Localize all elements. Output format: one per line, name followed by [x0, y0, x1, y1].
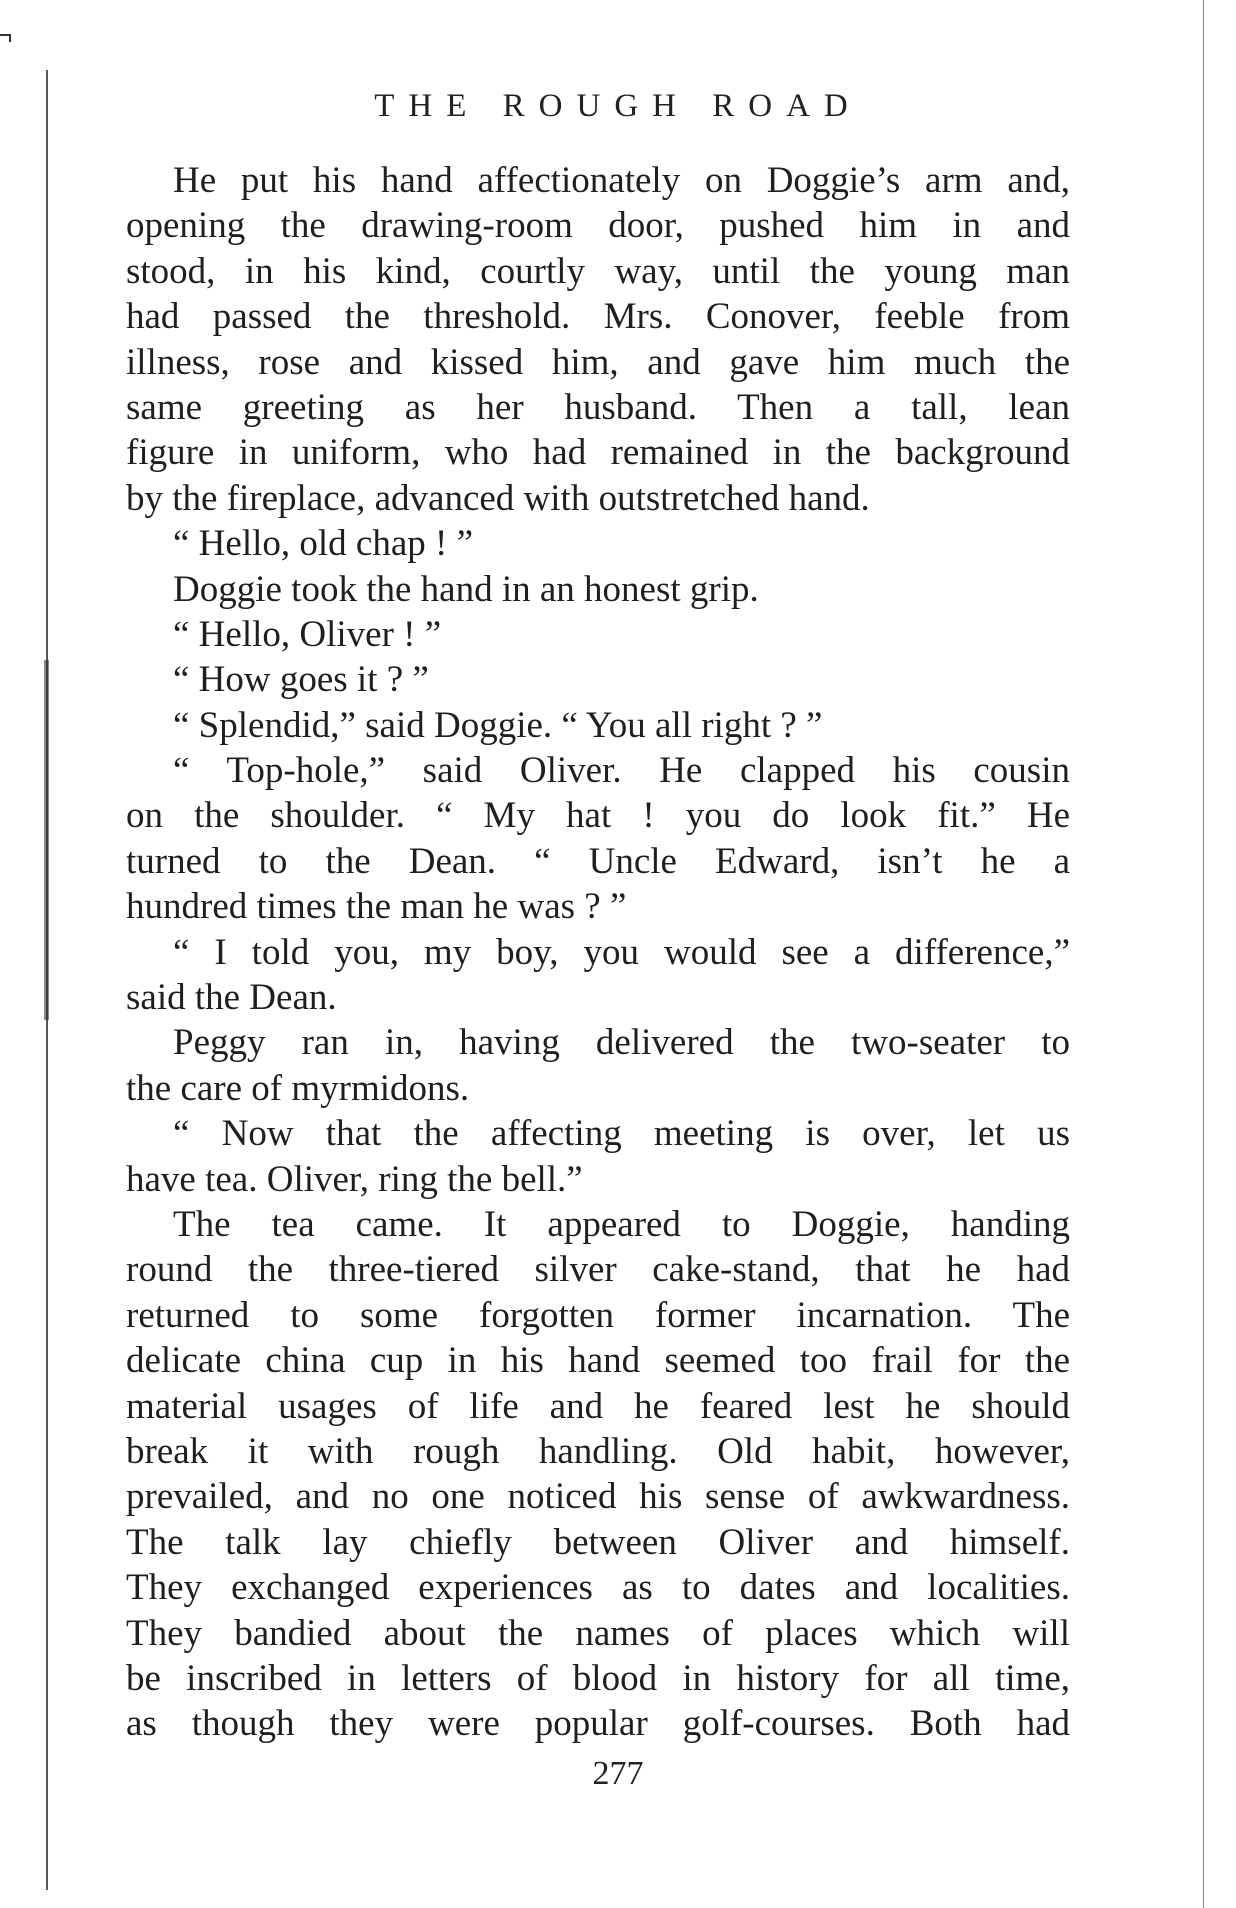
text-line: hundred times the man he was ? ” [126, 886, 627, 928]
body-text [126, 158, 1070, 1747]
text-line: The tea came. It appeared to Doggie, handing [173, 1203, 1070, 1245]
text-line: Peggy ran in, having delivered the two-seater to [173, 1022, 1070, 1064]
text-line: by the fireplace, advanced with outstretched hand. [126, 477, 870, 519]
text-line: “ Hello, Oliver ! ” [173, 613, 442, 655]
text-line: returned to some forgotten former incarnation. The [126, 1294, 1070, 1336]
scan-corner-mark-vertical [9, 34, 11, 42]
page-number: 277 [592, 1755, 644, 1792]
text-line: have tea. Oliver, ring the bell.” [126, 1158, 583, 1200]
text-line: “ Top-hole,” said Oliver. He clapped his cousin [173, 750, 1070, 792]
text-line: be inscribed in letters of blood in history for all time, [126, 1657, 1070, 1699]
running-head: THE ROUGH ROAD [374, 88, 862, 124]
text-line: delicate china cup in his hand seemed too frail for the [126, 1340, 1070, 1382]
text-line: round the three-tiered silver cake-stand, that he had [126, 1249, 1070, 1291]
text-line: The talk lay chiefly between Oliver and himself. [126, 1521, 1070, 1563]
text-line: “ How goes it ? ” [173, 659, 429, 701]
text-line: They bandied about the names of places which will [126, 1612, 1070, 1654]
text-line: They exchanged experiences as to dates and localities. [126, 1567, 1070, 1609]
text-line: the care of myrmidons. [126, 1067, 470, 1109]
text-line: as though they were popular golf-courses. Both had [126, 1703, 1070, 1745]
text-line: on the shoulder. “ My hat ! you do look fit.” He [126, 795, 1070, 837]
text-line: had passed the threshold. Mrs. Conover, feeble from [126, 296, 1070, 338]
text-line: “ I told you, my boy, you would see a difference,” [173, 931, 1070, 973]
page-outer-edge [1203, 0, 1204, 1908]
text-line: “ Splendid,” said Doggie. “ You all right ? ” [173, 704, 823, 746]
text-line: turned to the Dean. “ Uncle Edward, isn’t he a [126, 840, 1070, 882]
text-line: said the Dean. [126, 977, 337, 1019]
text-line: figure in uniform, who had remained in the background [126, 432, 1070, 474]
text-line: material usages of life and he feared lest he should [126, 1385, 1070, 1427]
text-line: opening the drawing-room door, pushed him in and [126, 205, 1070, 247]
text-line: illness, rose and kissed him, and gave him much the [126, 341, 1070, 383]
text-line: “ Now that the affecting meeting is over, let us [173, 1113, 1070, 1155]
text-line: He put his hand affectionately on Doggie’s arm and, [173, 160, 1070, 201]
page-binding-shadow [44, 660, 49, 1020]
text-line: prevailed, and no one noticed his sense of awkwardness. [126, 1476, 1070, 1518]
text-line: same greeting as her husband. Then a tall, lean [126, 386, 1070, 428]
text-line: Doggie took the hand in an honest grip. [173, 568, 759, 610]
text-line: “ Hello, old chap ! ” [173, 523, 473, 565]
text-line: stood, in his kind, courtly way, until the young man [126, 250, 1070, 292]
text-line: break it with rough handling. Old habit, however, [126, 1430, 1070, 1472]
